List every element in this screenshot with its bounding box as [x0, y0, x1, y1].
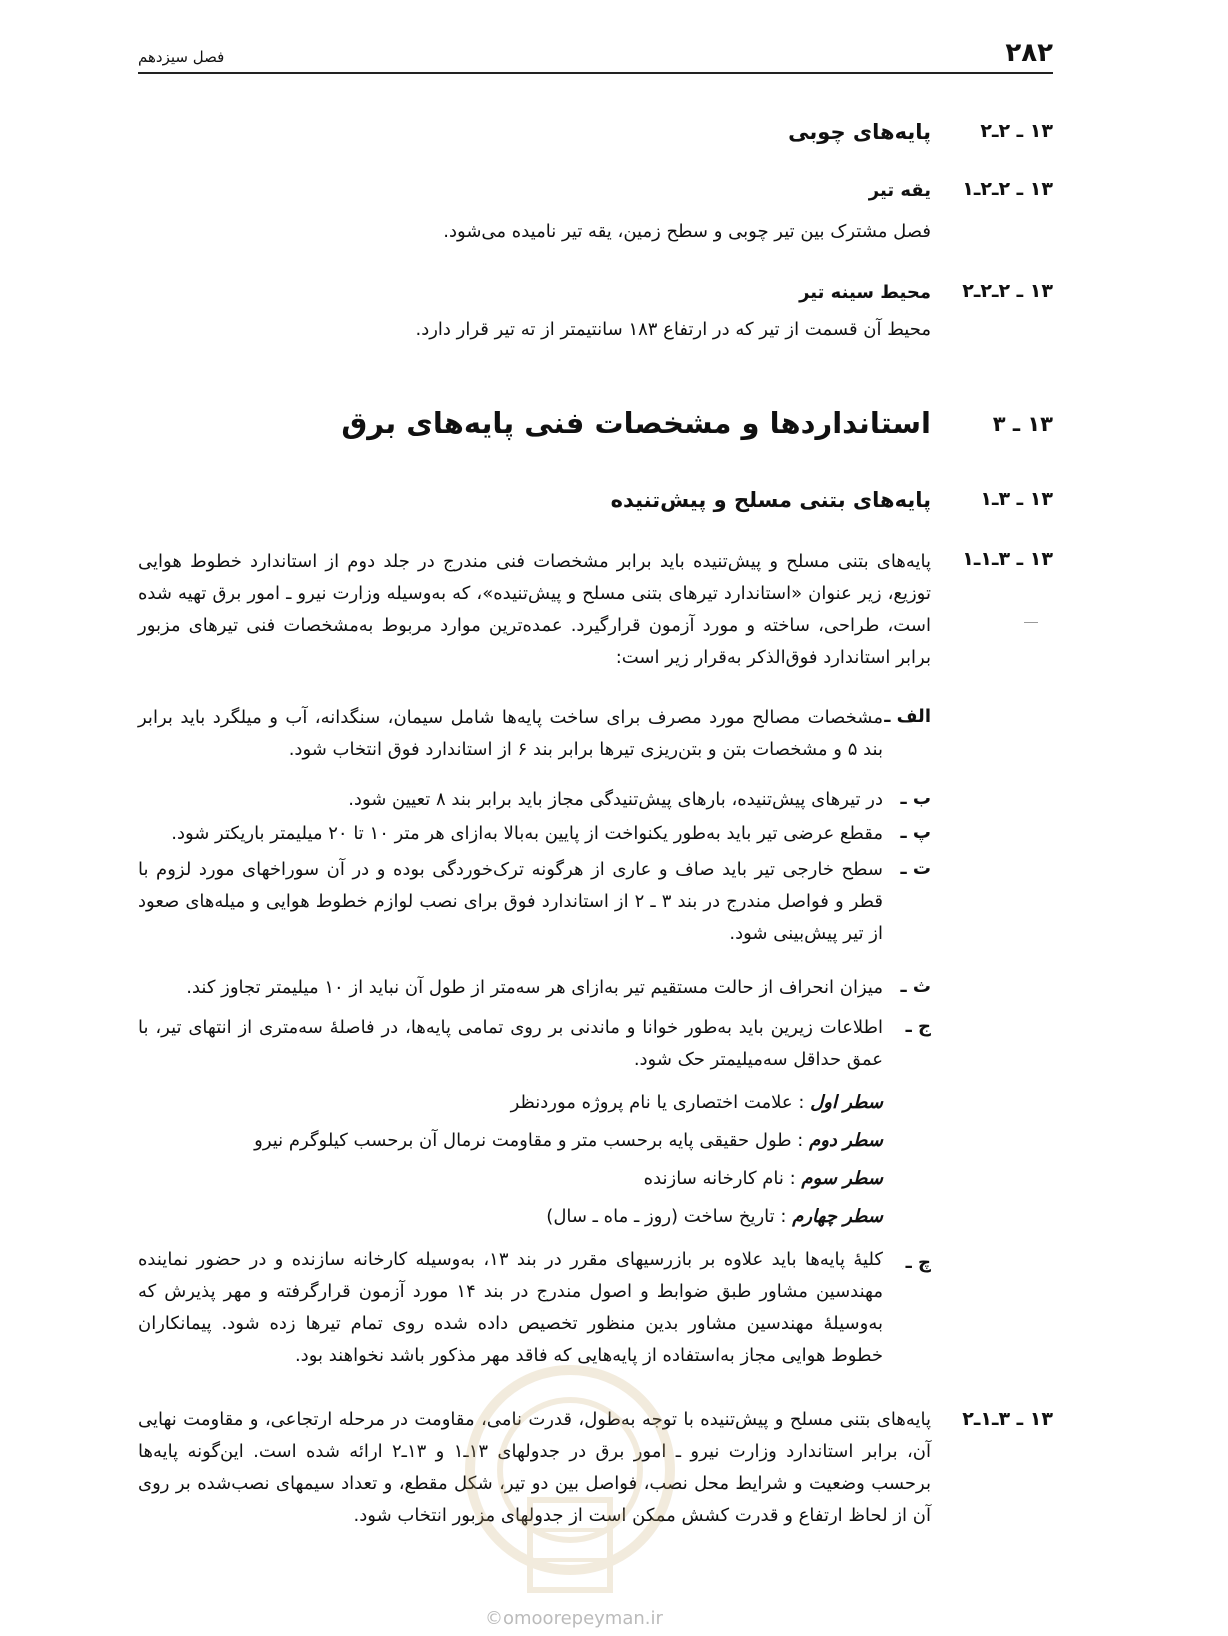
section-number: ۱۳ ـ ۳ـ۱ـ۱: [962, 548, 1053, 570]
section-number: ۱۳ ـ ۳: [992, 412, 1053, 436]
item-text: مشخصات مصالح مورد مصرف برای ساخت پایه‌ها شامل سیمان، سنگدانه، آب و میلگرد باید برابر بند ۵ و مشخصات بتن و بتن‌ریزی تیرها برابر بند ۶ از استاندارد فوق انتخاب شود.: [138, 707, 883, 760]
section-13-3: [138, 406, 1053, 456]
section-number: ۱۳ ـ ۲ـ۲ـ۱: [962, 178, 1053, 200]
section-number: ۱۳ ـ ۲ـ۲ـ۲: [962, 280, 1053, 302]
paragraph: محیط آن قسمت از تیر که در ارتفاع ۱۸۳ سانتیمتر از ته تیر قرار دارد.: [415, 319, 931, 340]
watermark-logo-icon: [440, 1350, 700, 1630]
page-number: ۲۸۲: [1005, 38, 1053, 68]
item-label: الف ـ: [884, 706, 931, 727]
margin-mark: [1024, 622, 1038, 623]
item-text: در تیرهای پیش‌تنیده، بارهای پیش‌تنیدگی مجاز باید برابر بند ۸ تعیین شود.: [348, 789, 883, 810]
item-label: ت ـ: [900, 858, 931, 879]
section-number: ۱۳ ـ ۲ـ۲: [980, 120, 1053, 142]
section-13-2-2-1: [138, 178, 1053, 208]
item-text: کلیهٔ پایه‌ها باید علاوه بر بازرسیهای مقرر در بند ۱۳، به‌وسیله کارخانه سازنده و در حضور نماینده مهندسین مشاور طبق ضوابط و اصول مندرج در بند ۱۴ مورد آزمون قرارگرفته و مهر پذیرش که به‌وسیلهٔ مهندسین مشاور بدین منظور تخصیص داده شده روی تمام تیرها زده شود. پیمانکاران خطوط هوایی مجاز به‌استفاده از پایه‌هایی که فاقد مهر مذکور باشد نخواهند بود.: [138, 1249, 883, 1366]
item-label: ب ـ: [900, 788, 931, 809]
engraving-line-4: سطر چهارم : تاریخ ساخت (روز ـ ماه ـ سال): [546, 1206, 883, 1227]
section-title: استانداردها و مشخصات فنی پایه‌های برق: [341, 406, 931, 440]
item-label: ج ـ: [905, 1016, 931, 1037]
chapter-title: فصل سیزدهم: [138, 48, 225, 66]
item-label: پ ـ: [900, 822, 931, 843]
section-title: پایه‌های چوبی: [788, 120, 931, 144]
section-13-2-2-2: [138, 280, 1053, 310]
section-number: ۱۳ ـ ۳ـ۱: [980, 488, 1053, 510]
item-label: ث ـ: [900, 976, 931, 997]
engraving-line-1: سطر اول : علامت اختصاری یا نام پروژه موردنظر: [510, 1092, 883, 1113]
page-header: [138, 38, 1053, 74]
paragraph: پایه‌های بتنی مسلح و پیش‌تنیده با توجه به‌طول، قدرت نامی، مقاومت در مرحله ارتجاعی، و مقاومت نهایی آن، برابر استاندارد وزارت نیرو ـ امور برق در جدولهای ۱۳ـ۱ و ۱۳ـ۲ ارائه شده است. این‌گونه پایه‌ها برحسب وضعیت و شرایط محل نصب، فواصل بین دو تیر، شکل مقطع، و تعداد سیمهای نصب‌شده بر روی آن از لحاظ ارتفاع و قدرت کشش ممکن است از جدولهای مزبور انتخاب شود.: [138, 1409, 932, 1526]
watermark-text: ©omoorepeyman.ir: [485, 1608, 663, 1629]
section-title: پایه‌های بتنی مسلح و پیش‌تنیده: [610, 488, 931, 512]
item-text: مقطع عرضی تیر باید به‌طور یکنواخت از پایین به‌بالا به‌ازای هر متر ۱۰ تا ۲۰ میلیمتر باریکتر شود.: [171, 823, 883, 844]
item-label: چ ـ: [905, 1252, 931, 1273]
section-13-3-1: [138, 488, 1053, 522]
paragraph: فصل مشترک بین تیر چوبی و سطح زمین، یقه تیر نامیده می‌شود.: [443, 221, 931, 242]
item-text: میزان انحراف از حالت مستقیم تیر به‌ازای هر سه‌متر از طول آن نباید از ۱۰ میلیمتر تجاوز کند.: [186, 977, 883, 998]
item-text: سطح خارجی تیر باید صاف و عاری از هرگونه ترک‌خوردگی بوده و در آن سوراخهای مورد لزوم با قطر و فواصل مندرج در بند ۳ ـ ۲ از استاندارد فوق برای نصب لوازم خطوط هوایی و میله‌های صعود از تیر پیش‌بینی شود.: [138, 859, 883, 944]
section-13-2-2: [138, 120, 1053, 154]
section-number: ۱۳ ـ ۳ـ۱ـ۲: [962, 1408, 1053, 1430]
section-title: یقه تیر: [868, 180, 931, 201]
item-text: اطلاعات زیرین باید به‌طور خوانا و ماندنی بر روی تمامی پایه‌ها، در فاصلهٔ سه‌متری از انتهای تیر، با عمق حداقل سه‌میلیمتر حک شود.: [138, 1017, 883, 1070]
engraving-line-2: سطر دوم : طول حقیقی پایه برحسب متر و مقاومت نرمال آن برحسب کیلوگرم نیرو: [254, 1130, 883, 1151]
section-title: محیط سینه تیر: [799, 282, 931, 303]
engraving-line-3: سطر سوم : نام کارخانه سازنده: [643, 1168, 883, 1189]
paragraph: پایه‌های بتنی مسلح و پیش‌تنیده باید برابر مشخصات فنی مندرج در جلد دوم از استاندارد خطوط هوایی توزیع، زیر عنوان «استاندارد تیرهای بتنی مسلح و پیش‌تنیده»، که به‌وسیله وزارت نیرو ـ امور برق تهیه شده است، طراحی، ساخته و مورد آزمون قرارگیرد. عمده‌ترین موارد مربوط به‌مشخصات فنی تیرهای مزبور برابر استاندارد فوق‌الذکر به‌قرار زیر است:: [138, 551, 931, 668]
